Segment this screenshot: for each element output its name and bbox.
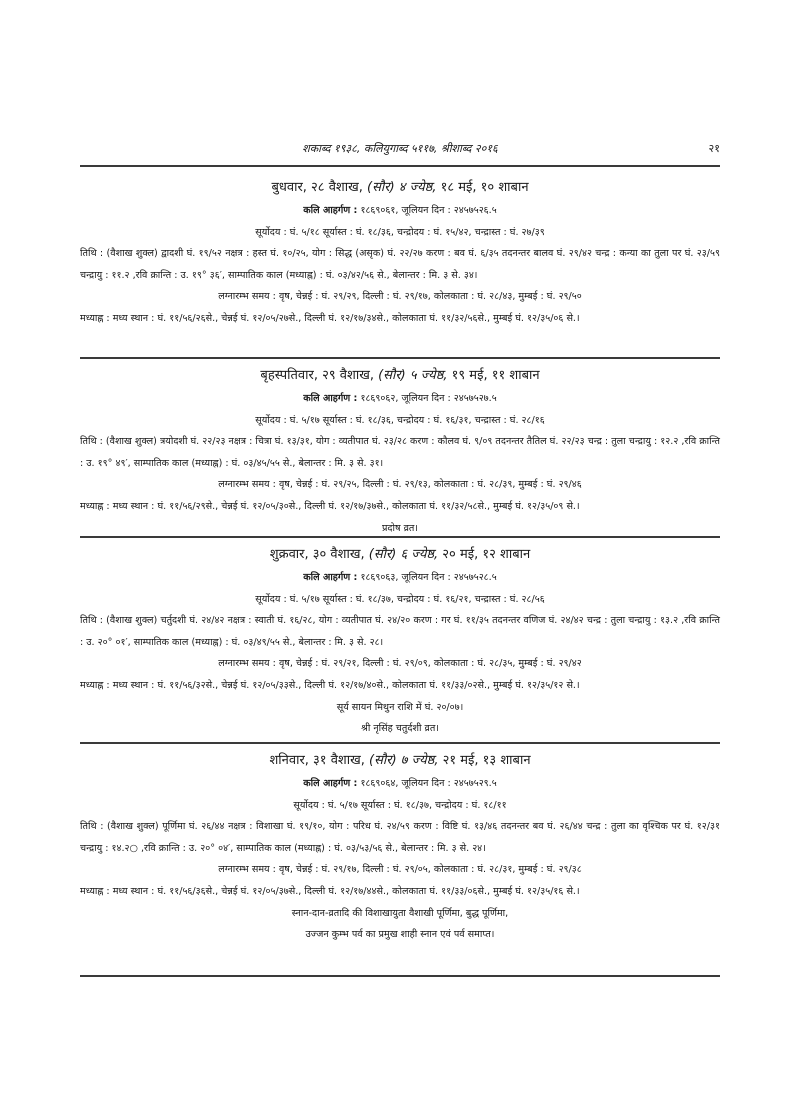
day-entry [80, 364, 720, 539]
tithi-paragraph: तिथि : (वैशाख शुक्ल) त्रयोदशी घं. २२/२३ नक्षत्र : चित्रा घं. १३/३१, योग : व्यतीपात घं. २३/२८ करण : कौलव घं. ९/०९ तदनन्तर तैतिल घं. २२/२३ चन्द्र : तुला चन्द्रायु : १२.२ ,रवि क्रान्ति : उ. १९° ४९′, साम्पातिक काल (मध्याह्न) : घं. ०३/४५/५५ से., बेलान्तर : मि. ३ से. ३१। [80, 436, 720, 469]
tithi-paragraph: तिथि : (वैशाख शुक्ल) पूर्णिमा घं. २६/४४ नक्षत्र : विशाखा घं. १९/१०, योग : परिध घं. २४/५९ करण : विष्टि घं. १३/४६ तदनन्तर बव घं. २६/४४ चन्द्र : तुला का वृश्चिक पर घं. १२/३१ चन्द्रायु : १४.२○ ,रवि क्रान्ति : उ. २०° ०४′, साम्पातिक काल (मध्याह्न) : घं. ०३/५३/५६ से., बेलान्तर : मि. ३ से. २४। [80, 821, 720, 854]
tithi-paragraph: तिथि : (वैशाख शुक्ल) चर्तुदशी घं. २४/४२ नक्षत्र : स्वाती घं. १६/२८, योग : व्यतीपात घं. २४/२० करण : गर घं. ११/३५ तदनन्तर वणिज घं. २४/४२ चन्द्र : तुला चन्द्रायु : १३.२ ,रवि क्रान्ति : उ. २०° ०१′, साम्पातिक काल (मध्याह्न) : घं. ०३/४९/५५ से., बेलान्तर : मि. ३ से. २८। [80, 615, 720, 648]
lagna-line: लग्नारम्भ समय : वृष, चेन्नई : घं. २९/२१, दिल्ली : घं. २९/०९, कोलकाता : घं. २८/३५, मुम्बई : घं. २९/४२ [218, 658, 582, 670]
day-heading [80, 364, 720, 388]
day-heading-date: बृहस्पतिवार, २९ वैशाख, [260, 368, 374, 383]
madhyahna-line: मध्याह्न : मध्य स्थान : घं. ११/५६/२६से., चेन्नई घं. १२/०५/२७से., दिल्ली घं. १२/१७/३४से., कोलकाता घं. ११/३२/५६से., मुम्बई घं. १२/३५/०६ से.। [80, 312, 580, 324]
day-entry [80, 749, 720, 946]
festival-note: सूर्य सायन मिथुन राशि में घं. २०/०७। [336, 701, 464, 713]
kali-line [80, 773, 720, 795]
madhyahna-line: मध्याह्न : मध्य स्थान : घं. ११/५६/२९से., चेन्नई घं. १२/०५/३०से., दिल्ली घं. १२/१७/३७से., कोलकाता घं. ११/३२/५८से., मुम्बई घं. १२/३५/०९ से.। [80, 500, 580, 512]
sun-moon-line: सूर्योदय : घं. ५/१७ सूर्यास्त : घं. १८/३७, चन्द्रोदय : घं. १६/२१, चन्द्रास्त : घं. २८/५६ [255, 593, 545, 605]
day-heading-date: बुधवार, २८ वैशाख, [271, 180, 363, 195]
tithi-paragraph: तिथि : (वैशाख शुक्ल) द्वादशी घं. १९/५२ नक्षत्र : हस्त घं. १०/२५, योग : सिद्ध (असृक) घं. २२/२७ करण : बव घं. ६/३५ तदनन्तर बालव घं. २९/४२ चन्द्र : कन्या का तुला पर घं. २३/५९ चन्द्रायु : ११.२ ,रवि क्रान्ति : उ. १९° ३६′, साम्पातिक काल (मध्याह्न) : घं. ०३/४२/५६ से., बेलान्तर : मि. ३ से. ३४। [80, 248, 720, 281]
day-divider [80, 357, 720, 359]
lagna-line: लग्नारम्भ समय : वृष, चेन्नई : घं. २९/२९, दिल्ली : घं. २९/१७, कोलकाता : घं. २८/४३, मुम्बई : घं. २९/५० [218, 291, 582, 303]
lagna-line: लग्नारम्भ समय : वृष, चेन्नई : घं. २९/२५, दिल्ली : घं. २९/१३, कोलकाता : घं. २८/३९, मुम्बई : घं. २९/४६ [218, 479, 582, 491]
kali-value: १८६९०६२, जूलियन दिन : २४५७५२७.५ [360, 393, 497, 404]
festival-note: उज्जन कुम्भ पर्व का प्रमुख शाही स्नान एवं पर्व समाप्त। [305, 929, 495, 941]
running-head-title: शकाब्द १९३८, कलियुगाब्द ५११७, श्रीशाब्द २०१६ [302, 142, 498, 155]
day-heading [80, 749, 720, 773]
day-heading-saur: (सौर) ६ ज्येष्ठ, [368, 547, 439, 562]
kali-line [80, 200, 720, 222]
festival-note: श्री नृसिंह चतुर्दशी व्रत। [361, 723, 439, 735]
day-heading-rest: २० मई, १२ शाबान [442, 547, 531, 562]
day-entry [80, 543, 720, 740]
kali-value: १८६९०६१, जूलियन दिन : २४५७५२६.५ [360, 205, 497, 216]
kali-label: कलि आहर्गण : [303, 778, 358, 789]
festival-note: स्नान-दान-व्रतादि की विशाखायुता वैशाखी पूर्णिमा, बुद्ध पूर्णिमा, [291, 907, 509, 919]
day-heading-saur: (सौर) ७ ज्येष्ठ, [369, 753, 439, 768]
day-divider [80, 975, 720, 977]
day-heading-date: शुक्रवार, ३० वैशाख, [269, 547, 365, 562]
sun-moon-line: सूर्योदय : घं. ५/१८ सूर्यास्त : घं. १८/३६, चन्द्रोदय : घं. १५/४२, चन्द्रास्त : घं. २७/३९ [255, 226, 545, 238]
day-heading-rest: २१ मई, १३ शाबान [442, 753, 531, 768]
kali-line [80, 388, 720, 410]
day-heading-saur: (सौर) ५ ज्येष्ठ, [378, 368, 448, 383]
madhyahna-line: मध्याह्न : मध्य स्थान : घं. ११/५६/३६से., चेन्नई घं. १२/०५/३७से., दिल्ली घं. १२/१७/४४से., कोलकाता घं. ११/३३/०६से., मुम्बई घं. १२/३५/१६ से.। [80, 885, 580, 897]
festival-note: प्रदोष व्रत। [381, 522, 419, 534]
sun-moon-line: सूर्योदय : घं. ५/१७ सूर्यास्त : घं. १८/३७, चन्द्रोदय : घं. १८/११ [293, 799, 507, 811]
kali-value: १८६९०६३, जूलियन दिन : २४५७५२८.५ [360, 572, 497, 583]
page-number: २१ [708, 142, 720, 155]
sun-moon-line: सूर्योदय : घं. ५/१७ सूर्यास्त : घं. १८/३६, चन्द्रोदय : घं. १६/३१, चन्द्रास्त : घं. २८/१६ [255, 414, 545, 426]
kali-value: १८६९०६४, जूलियन दिन : २४५७५२९.५ [360, 778, 497, 789]
day-heading-saur: (सौर) ४ ज्येष्ठ, [367, 180, 437, 195]
kali-label: कलि आहर्गण : [303, 572, 358, 583]
lagna-line: लग्नारम्भ समय : वृष, चेन्नई : घं. २९/१७, दिल्ली : घं. २९/०५, कोलकाता : घं. २८/३१, मुम्बई : घं. २९/३८ [218, 864, 582, 876]
day-entry [80, 176, 720, 330]
day-heading-rest: १९ मई, ११ शाबान [451, 368, 540, 383]
madhyahna-line: मध्याह्न : मध्य स्थान : घं. ११/५६/३२से., चेन्नई घं. १२/०५/३३से., दिल्ली घं. १२/१७/४०से., कोलकाता घं. ११/३३/०२से., मुम्बई घं. १२/३५/१२ से.। [80, 679, 580, 691]
kali-label: कलि आहर्गण : [303, 393, 358, 404]
day-divider [80, 742, 720, 744]
running-head [80, 141, 720, 159]
day-heading-rest: १८ मई, १० शाबान [440, 180, 529, 195]
day-heading [80, 176, 720, 200]
header-rule [80, 165, 720, 167]
day-divider [80, 536, 720, 538]
kali-line [80, 567, 720, 589]
day-heading [80, 543, 720, 567]
kali-label: कलि आहर्गण : [303, 205, 358, 216]
day-heading-date: शनिवार, ३१ वैशाख, [269, 753, 365, 768]
